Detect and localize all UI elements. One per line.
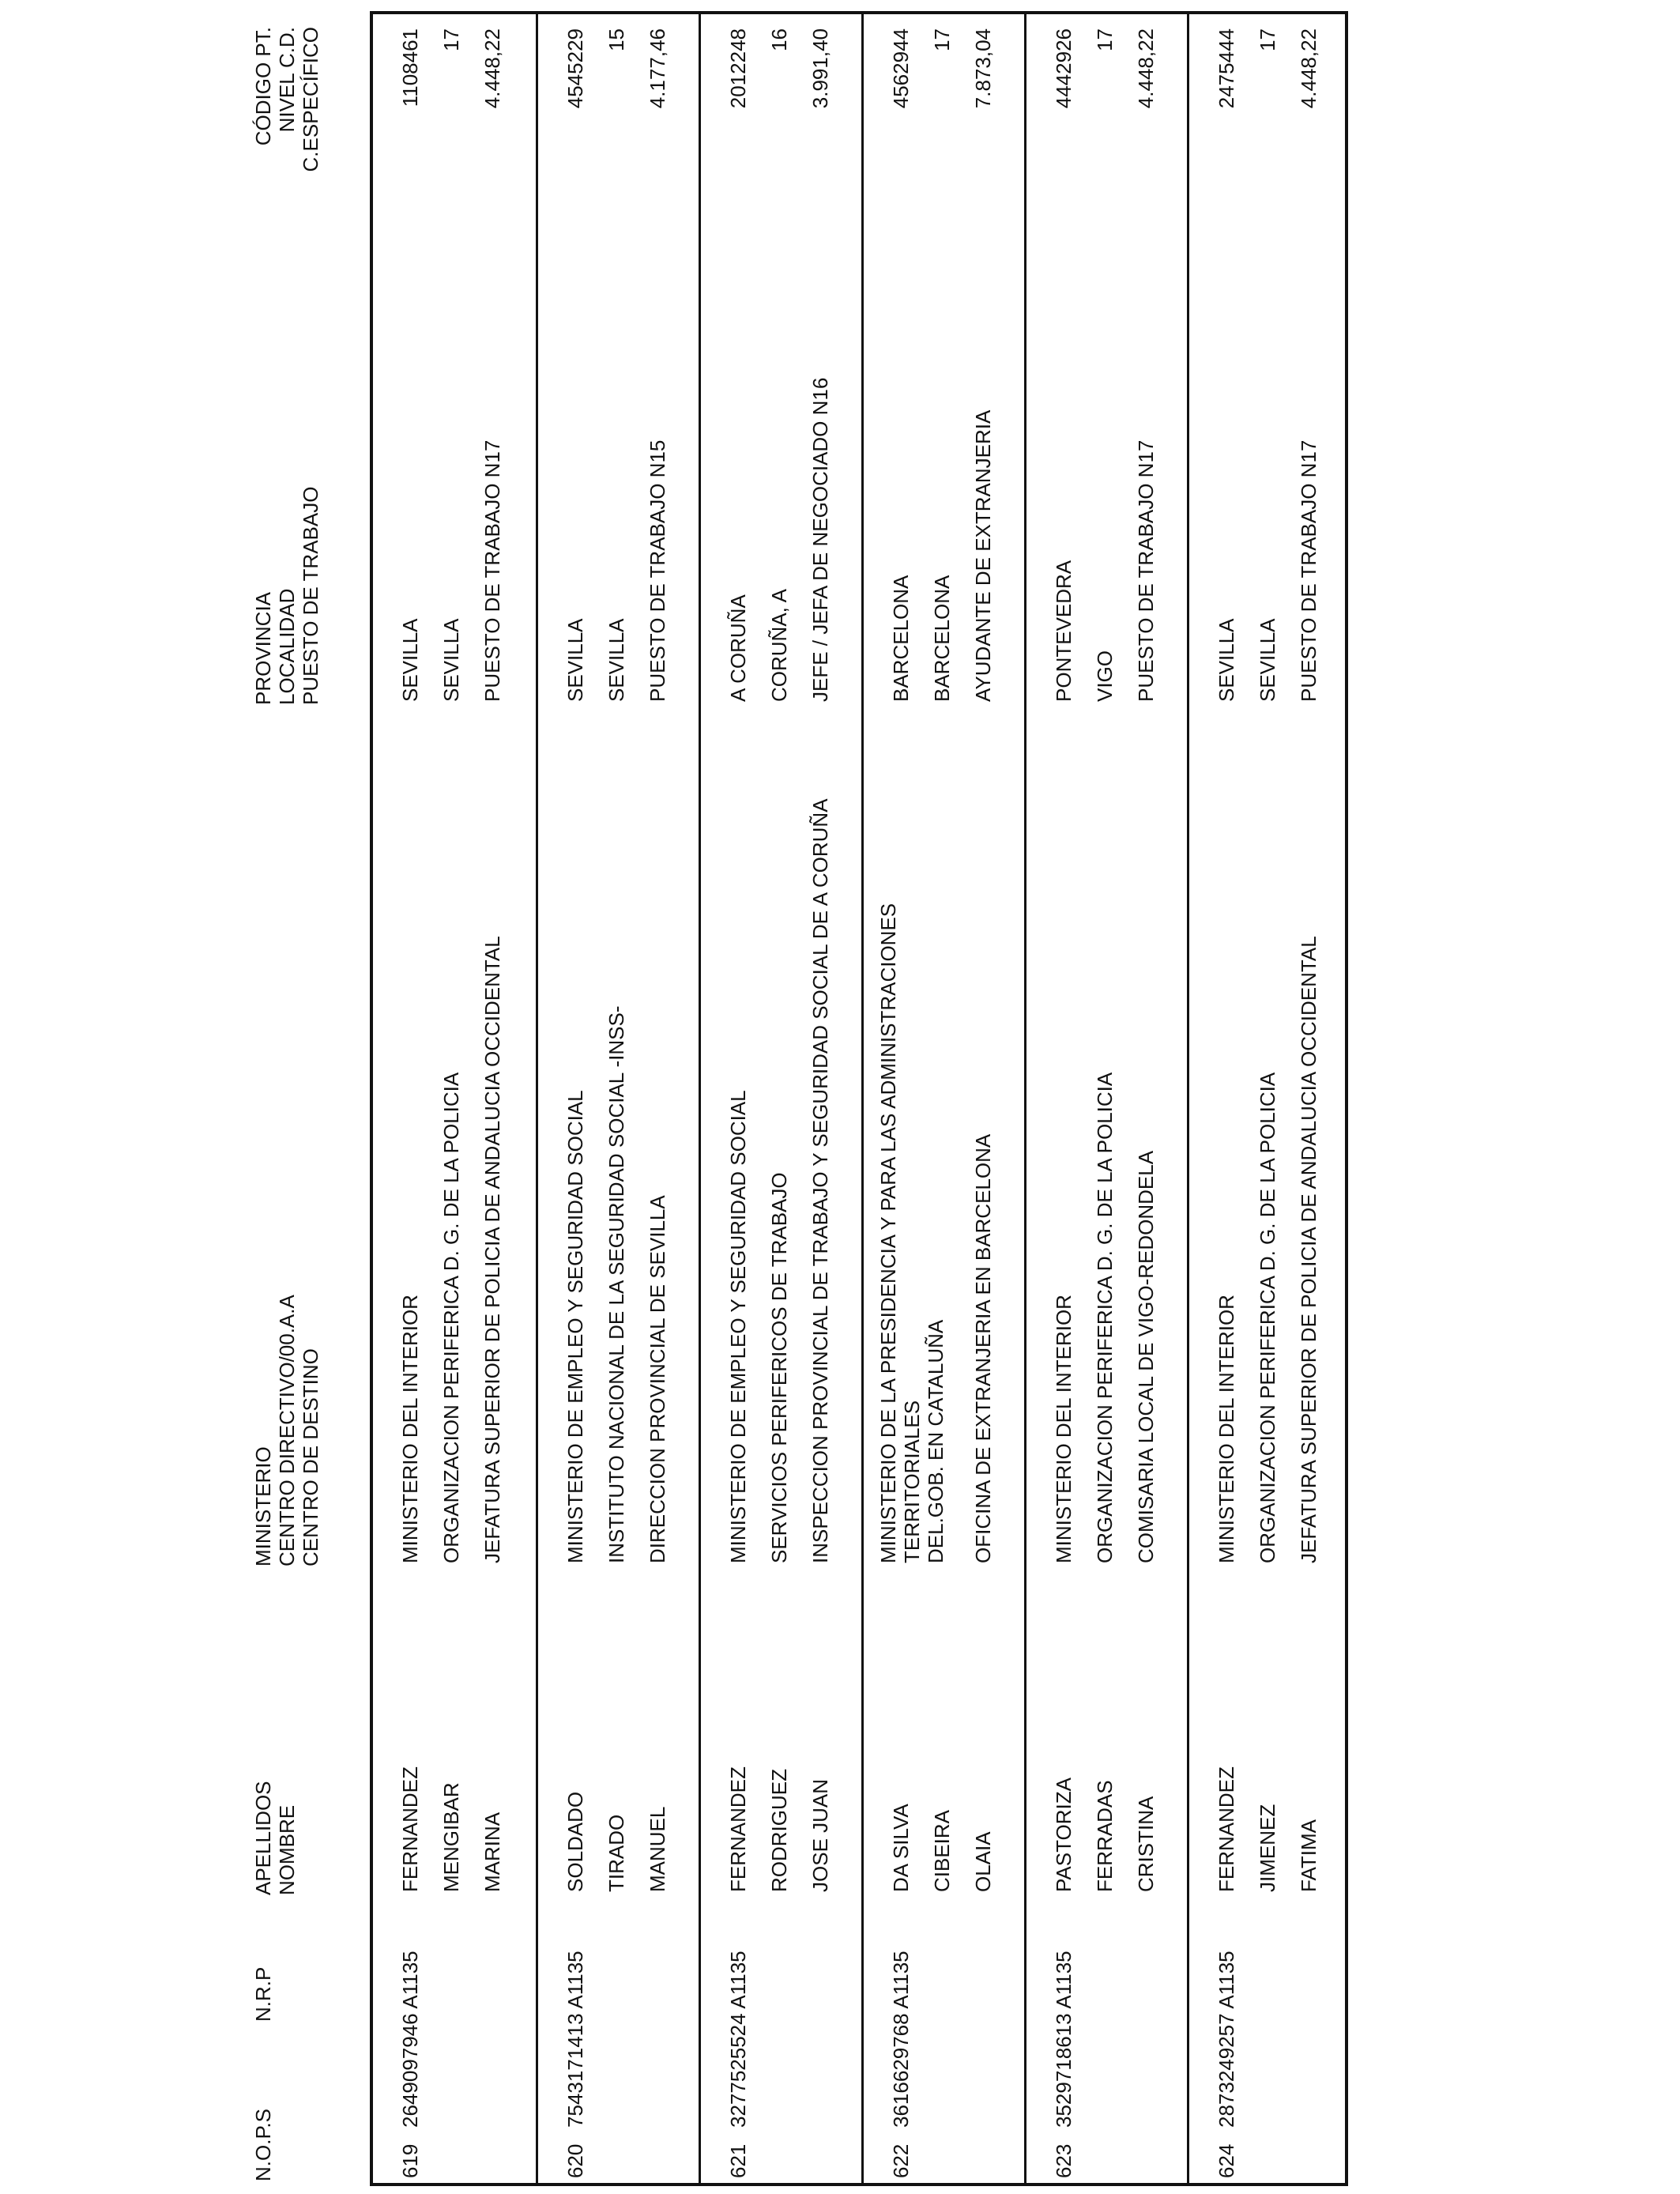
- header-localidad-label: LOCALIDAD: [275, 588, 299, 705]
- row-centro-directivo: ORGANIZACION PERIFERICA D. G. DE LA POLICIA: [1093, 1072, 1117, 1563]
- row-nombre: CRISTINA: [1134, 1796, 1158, 1892]
- row-codigo: 4442926: [1052, 28, 1075, 109]
- row-especifico: 7.873,04: [971, 28, 995, 109]
- row-nombre: MANUEL: [646, 1806, 669, 1892]
- row-codigo: 2475444: [1215, 28, 1238, 109]
- row-codigo: 4545229: [563, 28, 587, 109]
- header-nops: [251, 2109, 275, 2181]
- row-apellido1: SOLDADO: [563, 1791, 587, 1892]
- row-puesto: PUESTO DE TRABAJO N17: [480, 439, 504, 702]
- row-nrp: 3277525524 A1135: [726, 1951, 750, 2128]
- row-localidad: SEVILLA: [439, 618, 463, 702]
- row-centro-directivo: DEL.GOB. EN CATALUÑA: [924, 1319, 947, 1563]
- header-provincia: [251, 487, 322, 705]
- row-nivel: 17: [930, 28, 954, 51]
- row-puesto: JEFE / JEFA DE NEGOCIADO N16: [808, 377, 832, 702]
- row-nivel: 15: [605, 28, 628, 51]
- header-centro-directivo-label: CENTRO DIRECTIVO/00.A.A: [275, 1295, 299, 1566]
- row-especifico: 3.991,40: [808, 28, 832, 109]
- row-apellido2: TIRADO: [605, 1814, 628, 1892]
- row-localidad: SEVILLA: [605, 618, 628, 702]
- header-codigo: [251, 27, 322, 202]
- row-apellido1: PASTORIZA: [1052, 1777, 1075, 1892]
- row-provincia: PONTEVEDRA: [1052, 560, 1075, 702]
- row-nivel: 17: [1093, 28, 1117, 51]
- row-especifico: 4.448,22: [480, 28, 504, 109]
- header-ministerio: [251, 1295, 322, 1566]
- row-ministerio: MINISTERIO DEL INTERIOR: [1215, 1295, 1238, 1563]
- row-puesto: PUESTO DE TRABAJO N17: [1297, 439, 1320, 702]
- header-apellidos-label: APELLIDOS: [251, 1781, 275, 1895]
- header-ministerio-label: MINISTERIO: [251, 1446, 275, 1566]
- header-nombre-label: NOMBRE: [275, 1804, 299, 1895]
- row-centro-destino: DIRECCION PROVINCIAL DE SEVILLA: [646, 1195, 669, 1563]
- row-nrp: 2649097946 A1135: [398, 1951, 422, 2128]
- header-provincia-label: PROVINCIA: [251, 591, 275, 705]
- header-nrp: [251, 1967, 275, 2022]
- row-especifico: 4.448,22: [1297, 28, 1320, 109]
- row-centro-destino: COMISARIA LOCAL DE VIGO-REDONDELA: [1134, 1150, 1158, 1563]
- row-centro-directivo: INSTITUTO NACIONAL DE LA SEGURIDAD SOCIAL -INSS-: [605, 1005, 628, 1563]
- row-nombre: FATIMA: [1297, 1819, 1320, 1892]
- header-codigo-label: CÓDIGO PT.: [251, 27, 275, 146]
- row-centro-destino: JEFATURA SUPERIOR DE POLICIA DE ANDALUCIA OCCIDENTAL: [1297, 936, 1320, 1563]
- row-apellido2: MENGIBAR: [439, 1782, 463, 1892]
- table-row: [699, 14, 864, 2183]
- header-especifico-label: C.ESPECÍFICO: [299, 27, 322, 172]
- row-especifico: 4.177,46: [646, 28, 669, 109]
- table-row: [1187, 14, 1352, 2183]
- row-codigo: 1108461: [398, 28, 422, 107]
- row-codigo: 4562944: [889, 28, 913, 109]
- row-localidad: BARCELONA: [930, 575, 954, 702]
- row-apellido2: FERRADAS: [1093, 1780, 1117, 1892]
- row-ministerio: MINISTERIO DE LA PRESIDENCIA Y PARA LAS ADMINISTRACIONES TERRITORIALES: [876, 903, 924, 1563]
- row-puesto: PUESTO DE TRABAJO N15: [646, 439, 669, 702]
- row-ministerio: MINISTERIO DE EMPLEO Y SEGURIDAD SOCIAL: [726, 1090, 750, 1563]
- row-provincia: SEVILLA: [398, 618, 422, 702]
- row-centro-destino: OFICINA DE EXTRANJERIA EN BARCELONA: [971, 1133, 995, 1563]
- row-centro-destino: INSPECCION PROVINCIAL DE TRABAJO Y SEGURIDAD SOCIAL DE A CORUÑA: [808, 798, 832, 1563]
- row-ministerio: MINISTERIO DEL INTERIOR: [1052, 1295, 1075, 1563]
- row-apellido1: FERNANDEZ: [1215, 1766, 1238, 1892]
- row-localidad: CORUÑA, A: [767, 588, 791, 702]
- row-provincia: SEVILLA: [1215, 618, 1238, 702]
- row-nops: 620: [563, 2143, 587, 2178]
- row-nops: 619: [398, 2143, 422, 2178]
- row-ministerio: MINISTERIO DEL INTERIOR: [398, 1295, 422, 1563]
- row-provincia: BARCELONA: [889, 575, 913, 702]
- row-apellido1: FERNANDEZ: [398, 1766, 422, 1892]
- row-puesto: AYUDANTE DE EXTRANJERIA: [971, 409, 995, 702]
- header-nops-label: N.O.P.S: [251, 2108, 275, 2181]
- header-centro-destino-label: CENTRO DE DESTINO: [299, 1348, 322, 1566]
- row-apellido2: JIMENEZ: [1256, 1804, 1279, 1892]
- row-nops: 623: [1052, 2143, 1075, 2178]
- row-nrp: 3529718613 A1135: [1052, 1951, 1075, 2128]
- row-especifico: 4.448,22: [1134, 28, 1158, 109]
- row-nrp: 2873249257 A1135: [1215, 1951, 1238, 2128]
- row-nrp: 7543171413 A1135: [563, 1951, 587, 2128]
- table-row: [536, 14, 701, 2183]
- row-centro-directivo: ORGANIZACION PERIFERICA D. G. DE LA POLICIA: [1256, 1072, 1279, 1563]
- header-nivel-label: NIVEL C.D.: [275, 27, 299, 133]
- row-localidad: VIGO: [1093, 650, 1117, 702]
- row-nivel: 17: [1256, 28, 1279, 51]
- row-apellido2: CIBEIRA: [930, 1809, 954, 1892]
- records-table: [370, 11, 1348, 2186]
- row-localidad: SEVILLA: [1256, 618, 1279, 702]
- row-nivel: 16: [767, 28, 791, 51]
- row-nops: 621: [726, 2143, 750, 2178]
- row-nombre: JOSE JUAN: [808, 1778, 832, 1892]
- row-provincia: A CORUÑA: [726, 594, 750, 702]
- row-codigo: 2012248: [726, 28, 750, 109]
- row-nombre: OLAIA: [971, 1831, 995, 1892]
- row-puesto: PUESTO DE TRABAJO N17: [1134, 439, 1158, 702]
- row-nombre: MARINA: [480, 1811, 504, 1892]
- row-nops: 624: [1215, 2143, 1238, 2178]
- row-apellido1: DA SILVA: [889, 1804, 913, 1892]
- row-nivel: 17: [439, 28, 463, 51]
- header-nrp-label: N.R.P: [251, 1966, 275, 2022]
- row-nrp: 3616629768 A1135: [889, 1951, 913, 2128]
- row-centro-directivo: SERVICIOS PERIFERICOS DE TRABAJO: [767, 1172, 791, 1563]
- row-apellido1: FERNANDEZ: [726, 1766, 750, 1892]
- row-nops: 622: [889, 2143, 913, 2178]
- row-centro-directivo: ORGANIZACION PERIFERICA D. G. DE LA POLICIA: [439, 1072, 463, 1563]
- header-apellidos: [251, 1781, 299, 1895]
- table-row: [1024, 14, 1189, 2183]
- row-apellido2: RODRIGUEZ: [767, 1769, 791, 1892]
- table-row: [373, 14, 536, 2183]
- header-puesto-label: PUESTO DE TRABAJO: [299, 486, 322, 705]
- table-row: [861, 14, 1026, 2183]
- row-provincia: SEVILLA: [563, 618, 587, 702]
- row-ministerio: MINISTERIO DE EMPLEO Y SEGURIDAD SOCIAL: [563, 1090, 587, 1563]
- row-centro-destino: JEFATURA SUPERIOR DE POLICIA DE ANDALUCIA OCCIDENTAL: [480, 936, 504, 1563]
